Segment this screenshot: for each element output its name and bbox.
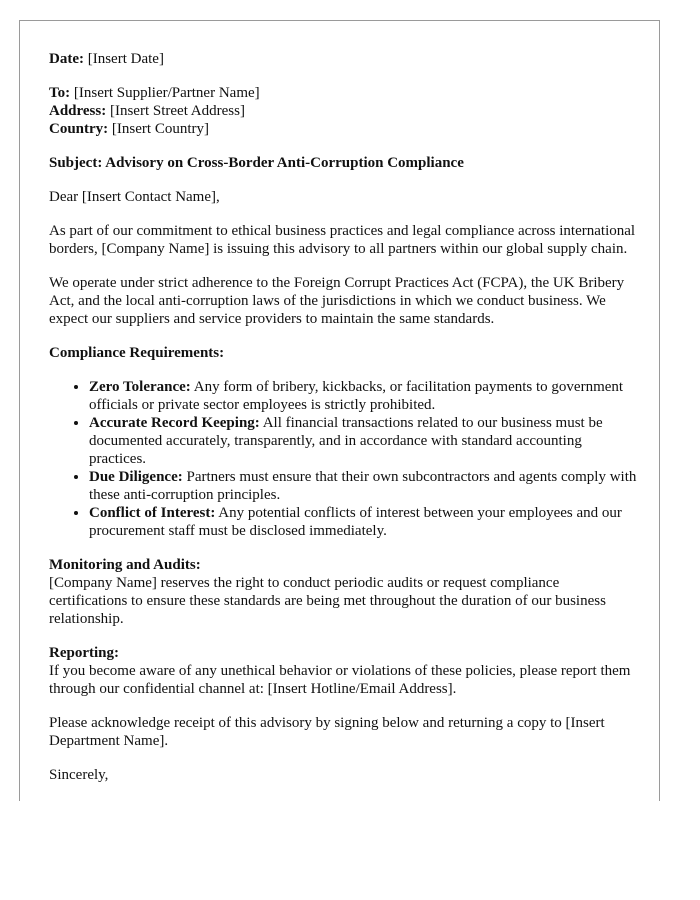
list-item <box>89 504 639 540</box>
subject-line: Subject: Advisory on Cross-Border Anti-Corruption Compliance <box>49 155 464 171</box>
acknowledge-paragraph: Please acknowledge receipt of this advisory by signing below and returning a copy to [Insert Department Name]. <box>49 715 605 749</box>
requirement-text: Partners must ensure that their own subcontractors and agents comply with these anti-corruption principles. <box>89 469 637 503</box>
reporting-text: If you become aware of any unethical behavior or violations of these policies, please report them through our confidential channel at: [Insert Hotline/Email Address]. <box>49 663 631 697</box>
list-item <box>89 468 639 504</box>
requirement-term: Zero Tolerance: <box>89 379 191 395</box>
date-value: [Insert Date] <box>87 51 164 67</box>
requirement-text: Any form of bribery, kickbacks, or facilitation payments to government officials or private sector employees is strictly prohibited. <box>89 379 624 413</box>
letter-page <box>19 20 660 801</box>
salutation: Dear [Insert Contact Name], <box>49 189 220 205</box>
list-item <box>89 414 639 468</box>
closing: Sincerely, <box>49 767 109 783</box>
monitoring-heading: Monitoring and Audits: <box>49 557 201 573</box>
requirement-text: All financial transactions related to our business must be documented accurately, transparently, and in accordance with standard accounting practices. <box>89 415 603 467</box>
requirement-term: Due Diligence: <box>89 469 183 485</box>
recipient-block <box>49 84 639 138</box>
to-line <box>49 84 639 102</box>
requirements-heading: Compliance Requirements: <box>49 345 225 361</box>
date-line <box>49 50 639 68</box>
country-line <box>49 120 639 138</box>
country-label: Country: <box>49 121 109 137</box>
to-label: To: <box>49 85 71 101</box>
requirements-list <box>49 378 639 540</box>
requirement-text: Any potential conflicts of interest between your employees and our procurement staff must be disclosed immediately. <box>89 505 622 539</box>
monitoring-section <box>49 556 639 628</box>
list-item <box>89 378 639 414</box>
requirement-term: Accurate Record Keeping: <box>89 415 260 431</box>
laws-paragraph: We operate under strict adherence to the Foreign Corrupt Practices Act (FCPA), the UK Bribery Act, and the local anti-corruption laws of the jurisdictions in which we conduct business. We expect our suppliers and service providers to maintain the same standards. <box>49 275 625 327</box>
reporting-section <box>49 644 639 698</box>
country-value: [Insert Country] <box>111 121 209 137</box>
address-line <box>49 102 639 120</box>
address-label: Address: <box>49 103 107 119</box>
date-label: Date: <box>49 51 84 67</box>
requirement-term: Conflict of Interest: <box>89 505 216 521</box>
reporting-heading: Reporting: <box>49 645 119 661</box>
to-value: [Insert Supplier/Partner Name] <box>73 85 260 101</box>
intro-paragraph: As part of our commitment to ethical business practices and legal compliance across international borders, [Company Name] is issuing this advisory to all partners within our global supply chain. <box>49 223 636 257</box>
address-value: [Insert Street Address] <box>109 103 245 119</box>
letter-body <box>49 50 639 800</box>
monitoring-text: [Company Name] reserves the right to conduct periodic audits or request compliance certifications to ensure these standards are being met throughout the duration of our business relationship. <box>49 575 606 627</box>
